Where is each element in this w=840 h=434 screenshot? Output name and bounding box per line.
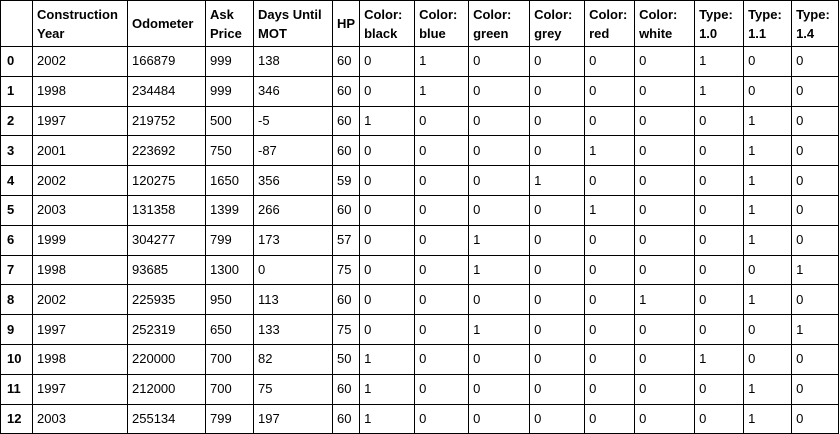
table-cell: 60 [333,195,360,225]
table-cell: 0 [635,404,695,434]
column-header: Color: red [585,1,635,47]
table-cell: 133 [254,315,333,345]
column-header: Color: white [635,1,695,47]
table-cell: 2002 [33,166,128,196]
table-cell: 0 [635,255,695,285]
table-cell: 0 [635,315,695,345]
table-cell: 252319 [128,315,206,345]
table-cell: 50 [333,344,360,374]
table-cell: 0 [585,106,635,136]
table-cell: 0 [360,285,415,315]
table-cell: 0 [792,106,839,136]
table-cell: 212000 [128,374,206,404]
table-cell: 0 [360,76,415,106]
column-header: Color: black [360,1,415,47]
row-index: 3 [1,136,33,166]
table-cell: 113 [254,285,333,315]
table-cell: 1 [585,195,635,225]
table-cell: 234484 [128,76,206,106]
table-cell: 138 [254,47,333,77]
table-cell: -87 [254,136,333,166]
table-row [1,404,839,434]
table-cell: 346 [254,76,333,106]
table-cell: 1 [415,76,469,106]
column-header: Construction Year [33,1,128,47]
table-cell: 1 [469,315,530,345]
table-cell: 0 [585,285,635,315]
table-cell: 0 [360,166,415,196]
table-cell: 2003 [33,404,128,434]
table-cell: 1 [360,106,415,136]
table-row [1,47,839,77]
table-row [1,315,839,345]
table-cell: 356 [254,166,333,196]
table-cell: 0 [695,374,744,404]
table-cell: 999 [206,76,254,106]
table-cell: 1 [695,47,744,77]
table-cell: 1300 [206,255,254,285]
table-cell: 0 [792,47,839,77]
table-cell: 1 [744,374,792,404]
row-index: 6 [1,225,33,255]
table-cell: 0 [415,255,469,285]
table-cell: 2001 [33,136,128,166]
row-index: 12 [1,404,33,434]
table-cell: 0 [530,344,585,374]
table-cell: 0 [695,136,744,166]
table-cell: 1 [360,344,415,374]
table-cell: 1 [744,166,792,196]
table-cell: 0 [585,225,635,255]
table-cell: 60 [333,76,360,106]
table-row [1,76,839,106]
table-cell: 131358 [128,195,206,225]
table-cell: 1 [415,47,469,77]
table-cell: 0 [469,47,530,77]
table-cell: 0 [695,315,744,345]
table-cell: 0 [530,315,585,345]
column-header: Type: 1.1 [744,1,792,47]
table-cell: 0 [695,195,744,225]
table-cell: 1 [695,344,744,374]
table-cell: 1997 [33,315,128,345]
table-cell: 0 [469,136,530,166]
table-cell: 0 [585,47,635,77]
table-cell: 0 [744,76,792,106]
table-cell: 0 [415,374,469,404]
table-cell: 1 [744,106,792,136]
table-cell: 166879 [128,47,206,77]
table-cell: 0 [530,76,585,106]
table-cell: 0 [415,136,469,166]
table-cell: 1399 [206,195,254,225]
row-index: 10 [1,344,33,374]
table-cell: 60 [333,404,360,434]
column-header: Odometer [128,1,206,47]
table-cell: 0 [469,76,530,106]
table-cell: 1 [744,404,792,434]
table-cell: 0 [415,404,469,434]
table-cell: 0 [530,255,585,285]
column-header: Days Until MOT [254,1,333,47]
table-cell: 0 [635,166,695,196]
table-cell: 0 [635,344,695,374]
table-cell: 0 [469,285,530,315]
table-cell: 700 [206,344,254,374]
table-cell: 799 [206,225,254,255]
table-cell: 0 [415,106,469,136]
table-cell: 0 [415,315,469,345]
table-cell: 1 [695,76,744,106]
table-cell: 1 [744,136,792,166]
row-index: 4 [1,166,33,196]
table-cell: 75 [333,315,360,345]
table-cell: 0 [744,47,792,77]
table-cell: 0 [254,255,333,285]
table-cell: 57 [333,225,360,255]
table-cell: 0 [415,344,469,374]
table-cell: 0 [792,166,839,196]
table-cell: 750 [206,136,254,166]
table-cell: 0 [585,255,635,285]
column-header: Type: 1.0 [695,1,744,47]
table-cell: 0 [360,315,415,345]
table-cell: 0 [530,195,585,225]
table-cell: 0 [469,195,530,225]
table-cell: 0 [635,76,695,106]
table-row [1,166,839,196]
table-cell: 700 [206,374,254,404]
column-header: Ask Price [206,1,254,47]
table-cell: 0 [530,136,585,166]
table-cell: 0 [530,106,585,136]
table-cell: 60 [333,374,360,404]
row-index: 11 [1,374,33,404]
table-cell: 255134 [128,404,206,434]
table-cell: 0 [360,225,415,255]
table-row [1,344,839,374]
table-cell: 120275 [128,166,206,196]
table-cell: 0 [695,285,744,315]
table-cell: 0 [744,344,792,374]
table-cell: 219752 [128,106,206,136]
table-cell: 0 [530,47,585,77]
table-cell: 0 [415,285,469,315]
table-cell: 75 [254,374,333,404]
table-body [1,47,839,434]
table-cell: -5 [254,106,333,136]
table-cell: 0 [695,166,744,196]
table-cell: 0 [792,374,839,404]
table-cell: 0 [469,344,530,374]
table-cell: 0 [585,404,635,434]
table-cell: 1 [744,285,792,315]
header-row [1,1,839,47]
table-cell: 500 [206,106,254,136]
table-cell: 0 [792,225,839,255]
table-cell: 0 [360,255,415,285]
table-cell: 1 [792,255,839,285]
table-cell: 0 [585,344,635,374]
table-cell: 173 [254,225,333,255]
table-cell: 75 [333,255,360,285]
table-header [1,1,839,47]
table-cell: 60 [333,285,360,315]
row-index: 9 [1,315,33,345]
table-cell: 82 [254,344,333,374]
row-index: 8 [1,285,33,315]
table-cell: 0 [792,195,839,225]
table-cell: 0 [469,106,530,136]
table-cell: 225935 [128,285,206,315]
table-cell: 650 [206,315,254,345]
table-cell: 1 [635,285,695,315]
table-cell: 0 [792,136,839,166]
table-row [1,255,839,285]
column-header: Color: grey [530,1,585,47]
table-cell: 1998 [33,344,128,374]
table-cell: 1997 [33,374,128,404]
table-cell: 1999 [33,225,128,255]
table-cell: 1 [792,315,839,345]
table-cell: 1 [469,225,530,255]
table-cell: 0 [635,374,695,404]
row-index: 5 [1,195,33,225]
table-cell: 93685 [128,255,206,285]
table-cell: 0 [585,76,635,106]
table-cell: 0 [530,404,585,434]
table-cell: 197 [254,404,333,434]
table-cell: 0 [585,166,635,196]
table-cell: 0 [585,374,635,404]
table-cell: 1998 [33,76,128,106]
table-cell: 799 [206,404,254,434]
table-cell: 0 [469,166,530,196]
table-cell: 0 [695,255,744,285]
table-cell: 1 [585,136,635,166]
table-cell: 266 [254,195,333,225]
table-cell: 220000 [128,344,206,374]
table-cell: 0 [469,374,530,404]
table-cell: 223692 [128,136,206,166]
row-index: 0 [1,47,33,77]
column-header: Type: 1.4 [792,1,839,47]
table-cell: 0 [530,374,585,404]
table-cell: 0 [792,404,839,434]
table-cell: 0 [744,255,792,285]
table-cell: 0 [695,404,744,434]
table-cell: 0 [530,225,585,255]
table-cell: 0 [360,195,415,225]
table-cell: 1 [469,255,530,285]
table-cell: 1 [744,225,792,255]
table-cell: 59 [333,166,360,196]
column-header: Color: blue [415,1,469,47]
table-cell: 0 [635,225,695,255]
table-cell: 2003 [33,195,128,225]
table-cell: 0 [792,344,839,374]
table-row [1,195,839,225]
table-cell: 2002 [33,285,128,315]
table-cell: 0 [360,47,415,77]
row-index: 1 [1,76,33,106]
table-cell: 60 [333,106,360,136]
table-cell: 2002 [33,47,128,77]
row-index: 7 [1,255,33,285]
table-cell: 1 [744,195,792,225]
table-cell: 1 [360,374,415,404]
table-cell: 0 [695,106,744,136]
table-cell: 0 [415,166,469,196]
table-cell: 0 [695,225,744,255]
table-cell: 0 [635,195,695,225]
table-cell: 0 [469,404,530,434]
table-cell: 0 [792,285,839,315]
table-cell: 0 [792,76,839,106]
table-cell: 1997 [33,106,128,136]
table-row [1,225,839,255]
table-row [1,136,839,166]
table-cell: 0 [744,315,792,345]
table-cell: 0 [415,195,469,225]
table-cell: 0 [360,136,415,166]
table-cell: 1998 [33,255,128,285]
row-index: 2 [1,106,33,136]
table-cell: 60 [333,47,360,77]
table-cell: 1 [530,166,585,196]
table-cell: 1650 [206,166,254,196]
table-cell: 0 [635,47,695,77]
table-cell: 304277 [128,225,206,255]
table-row [1,374,839,404]
table-cell: 60 [333,136,360,166]
index-header [1,1,33,47]
table-cell: 0 [585,315,635,345]
table-cell: 0 [530,285,585,315]
table-cell: 0 [635,136,695,166]
column-header: Color: green [469,1,530,47]
table-cell: 1 [360,404,415,434]
table-cell: 0 [635,106,695,136]
column-header: HP [333,1,360,47]
table-row [1,106,839,136]
table-row [1,285,839,315]
table-cell: 0 [415,225,469,255]
table-cell: 999 [206,47,254,77]
table-cell: 950 [206,285,254,315]
